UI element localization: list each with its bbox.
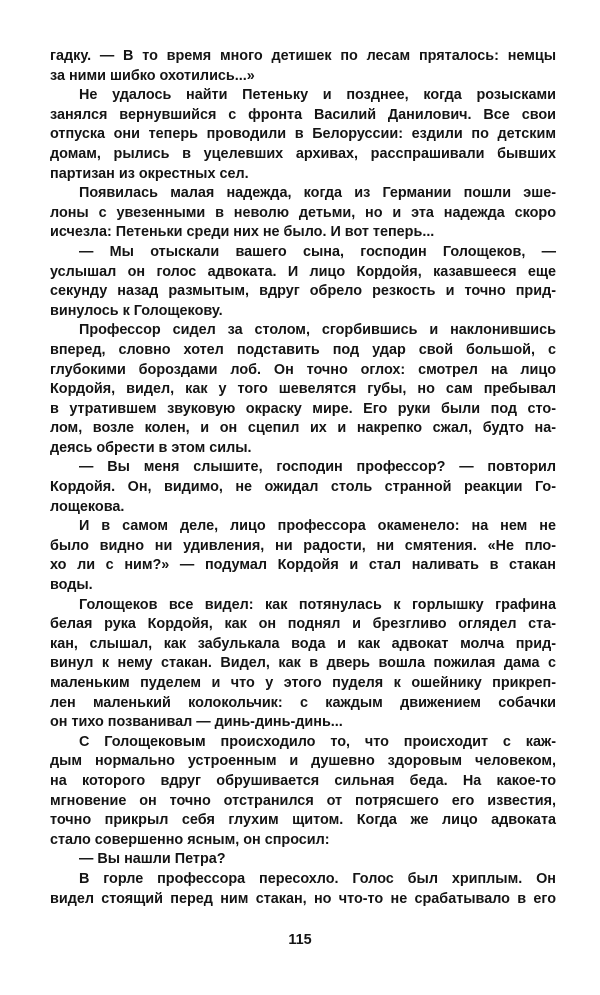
text-line: на которого вдруг обрушивается сильная беда. На какое-то [50,772,556,789]
text-line: домам, рылись в уцелевших архивах, расспрашивали бывших [50,145,556,162]
text-line: винул к нему стакан. Видел, как в дверь вошла пожилая дама с [50,655,556,672]
paragraph [50,596,556,733]
text-line: В горле профессора пересохло. Голос был хриплым. Он [79,870,556,887]
page-body-text [50,47,556,909]
text-line: Кордойя, видел, как у того шевелятся губы, но сам пребывал [50,381,556,398]
text-line: хо ли с ним?» — подумал Кордойя и стал наливать в стакан [50,557,556,574]
text-line: маленьким пуделем и что у этого пуделя к ошейнику прикреп- [50,675,556,691]
text-line: винулось к Голощекову. [50,302,223,319]
text-line: за ними шибко охотились...» [50,67,255,84]
text-line: Голощеков все видел: как потянулась к горлышку графина [79,596,556,613]
text-line: партизан из окрестных сел. [50,165,249,182]
text-line: белая рука Кордойя, как он поднял и брезгливо оглядел ста- [50,616,556,633]
text-line: воды. [50,577,93,594]
text-line: кан, слышал, как забулькала вода и как адвокат молча прид- [50,635,556,652]
text-line: И в самом деле, лицо профессора окаменело: на нем не [79,518,556,535]
text-line: вперед, словно хотел подставить под удар свой большой, с [50,341,556,358]
text-line: Кордойя. Он, видимо, не ожидал столь странной реакции Го- [50,479,556,496]
text-line: деясь обрести в этом силы. [50,439,252,456]
text-line: — Вы меня слышите, господин профессор? — повторил [79,459,556,476]
text-line: отпуска они теперь проводили в Белоруссии: ездили по детским [50,126,556,143]
text-line: лом, возле колен, и он сцепил их и накрепко сжал, будто на- [50,420,556,437]
text-line: секунду назад размытым, вдруг обрело резкость и точно прид- [50,283,556,300]
text-line: С Голощековым происходило то, что происходит с каж- [79,733,556,750]
text-line: — Вы нашли Петра? [79,851,226,868]
text-line: — Мы отыскали вашего сына, господин Голощеков, — [79,243,556,260]
paragraph [50,733,556,851]
paragraph [50,243,556,321]
paragraph [50,870,556,909]
text-line: услышал он голос адвоката. И лицо Кордойя, казавшееся еще [50,263,556,280]
text-line: Профессор сидел за столом, сгорбившись и наклонившись [79,322,556,339]
paragraph [50,850,556,870]
text-line: видел стоящий перед ним стакан, но что-то не срабатывало в его [50,890,556,907]
paragraph [50,184,556,243]
text-line: лощекова. [50,498,125,515]
text-line: в утратившем звуковую окраску мире. Его руки были под сто- [50,400,556,417]
text-line: было видно ни удивления, ни радости, ни смятения. «Не пло- [50,537,556,554]
paragraph [50,321,556,458]
text-line: точно прикрыл себя глухим щитом. Когда же лицо адвоката [50,812,556,829]
text-line: дым нормально устроенным и душевно здоровым человеком, [50,753,556,770]
text-line: стало совершенно ясным, он спросил: [50,831,330,848]
text-line: исчезла: Петеньки среди них не было. И вот теперь... [50,224,435,241]
paragraph [50,47,556,86]
text-line: он тихо позванивал — динь-динь-динь... [50,714,343,731]
text-line: мгновение он точно отстранился от потрясшего его известия, [50,792,556,809]
paragraph [50,458,556,517]
page-number: 115 [288,932,312,948]
text-line: лен маленький колокольчик: с каждым движением собачки [50,694,556,711]
text-line: лоны с увезенными в неволю детьми, но и эта надежда скоро [50,204,556,221]
text-line: занялся вернувшийся с фронта Василий Данилович. Все свои [50,106,556,123]
text-line: гадку. — В то время много детишек по лесам пряталось: немцы [50,48,556,64]
paragraph [50,86,556,184]
text-line: Появилась малая надежда, когда из Германии пошли эше- [79,185,556,202]
text-line: глубокими бороздами лоб. Он точно оглох: смотрел на лицо [50,361,556,378]
text-line: Не удалось найти Петеньку и позднее, когда розысками [79,87,556,104]
paragraph [50,517,556,595]
